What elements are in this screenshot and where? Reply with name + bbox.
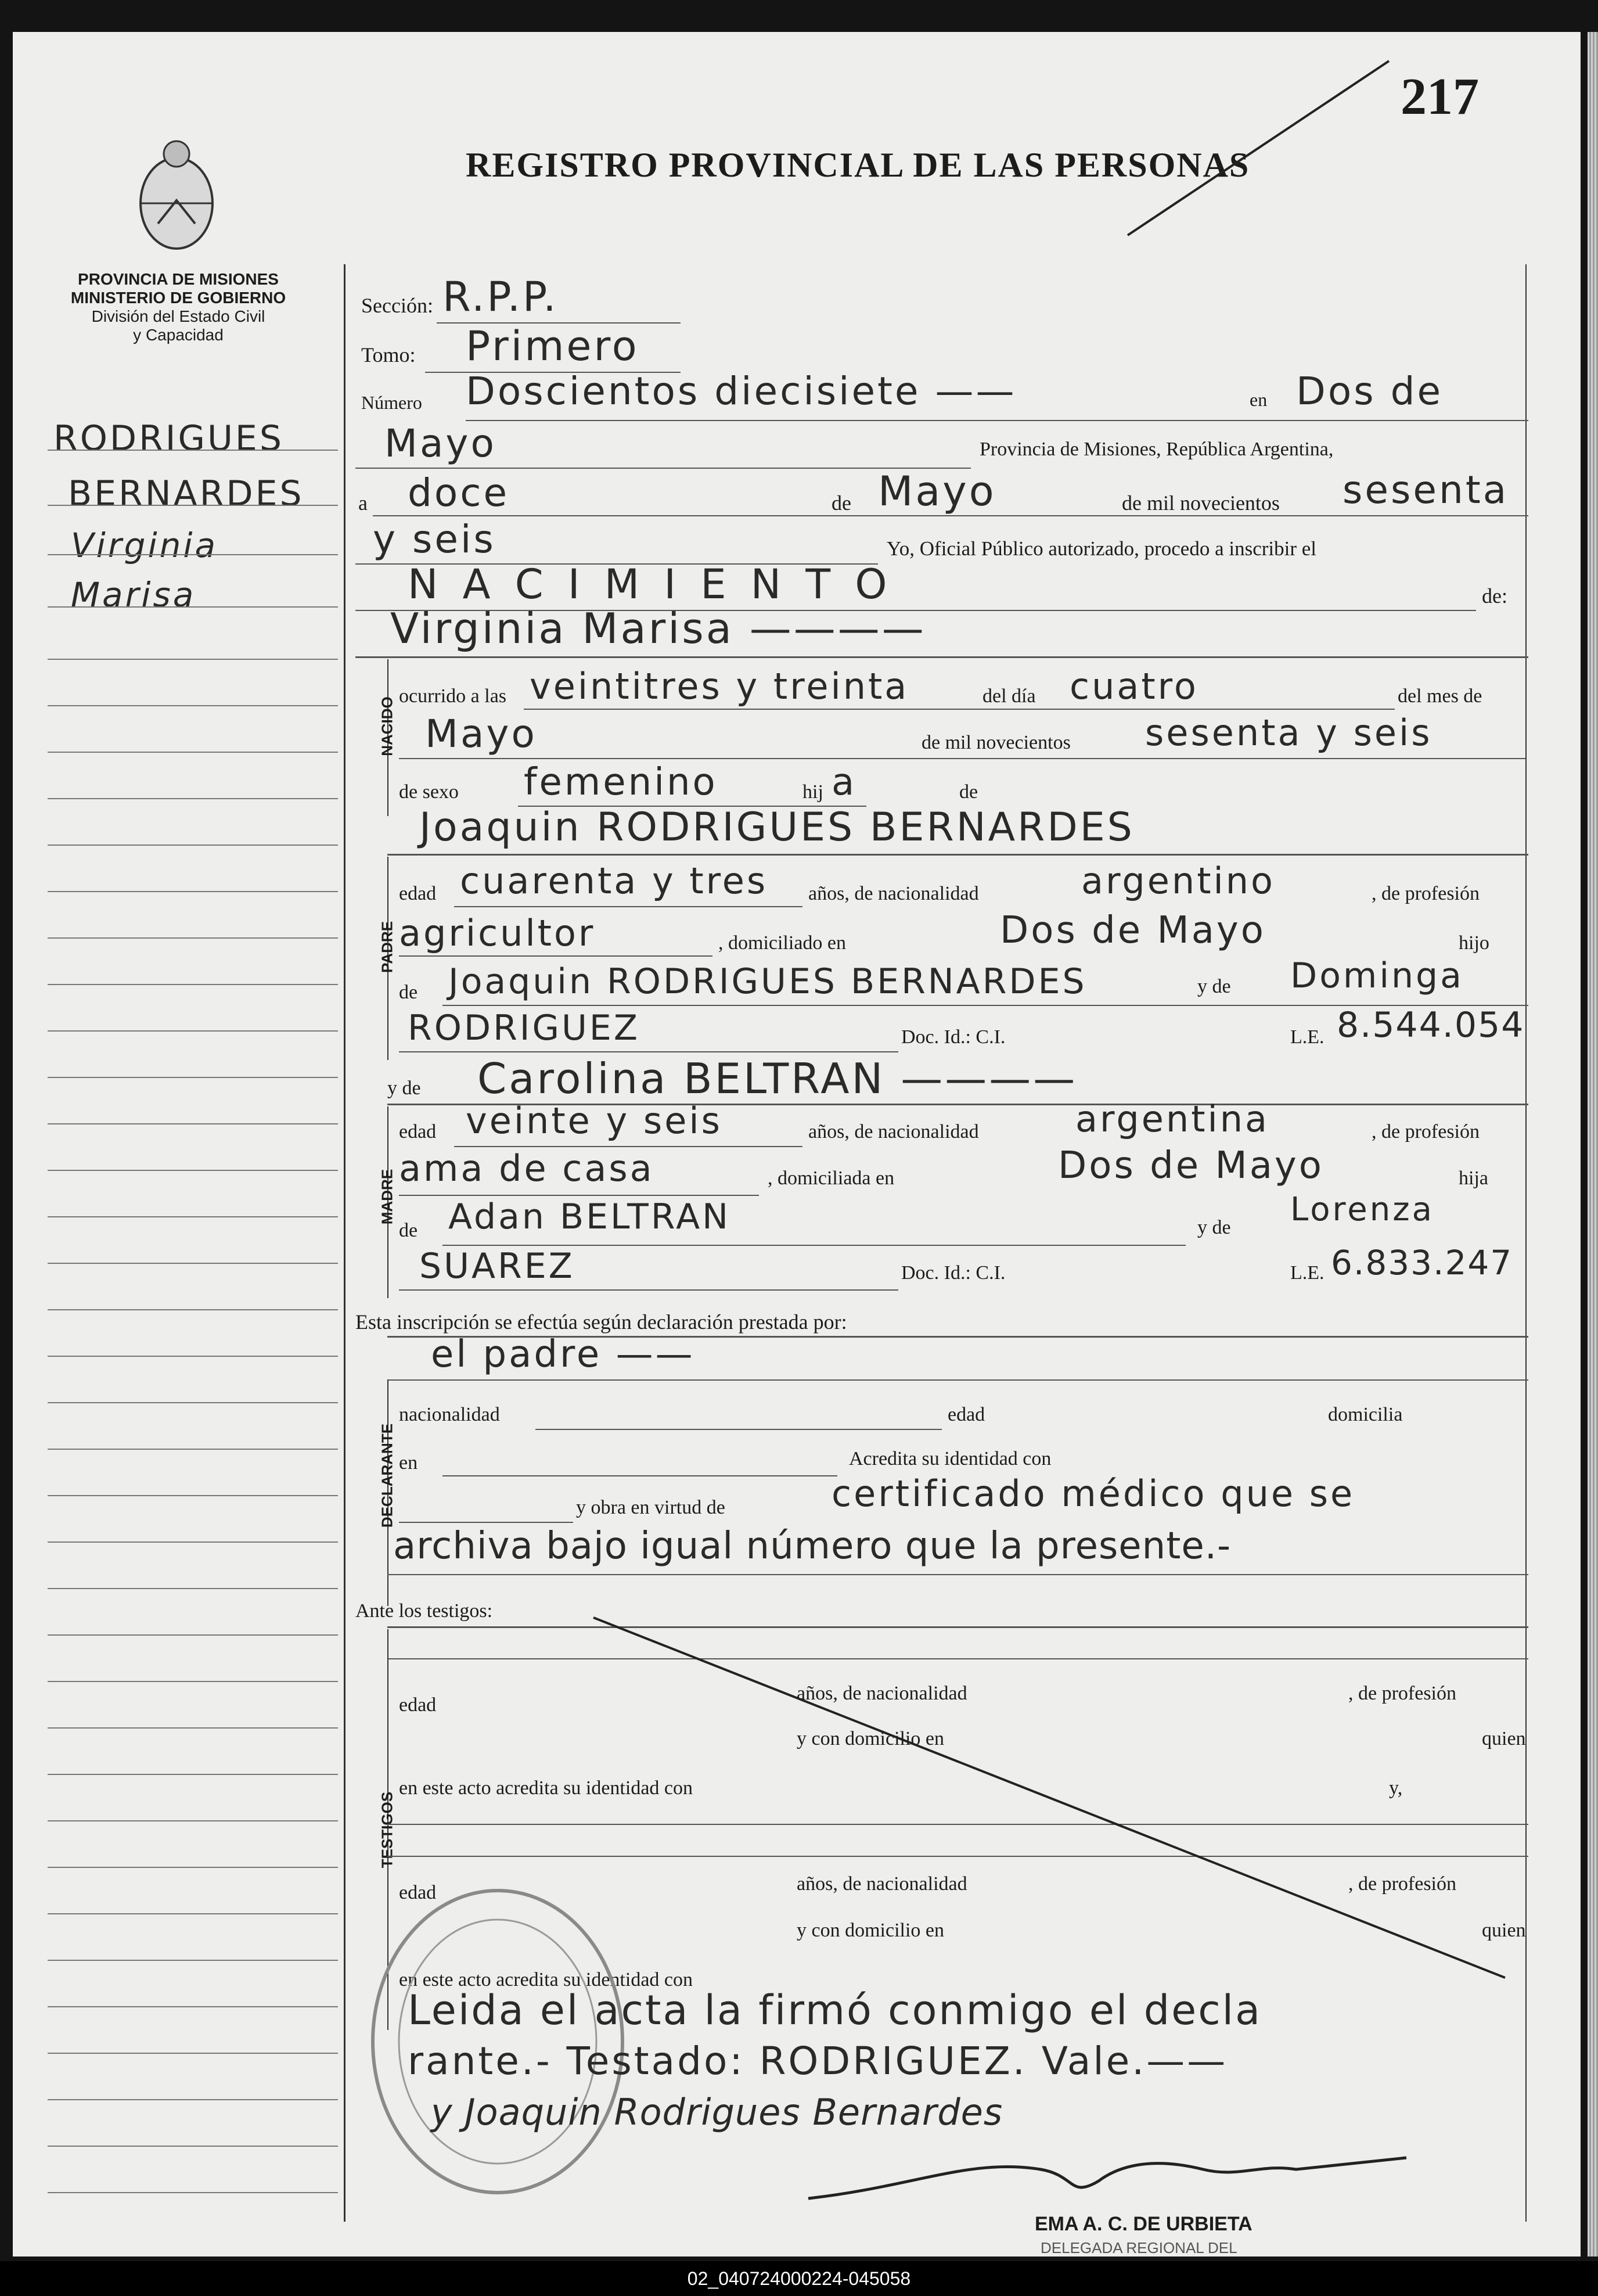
entry-declarante: el padre —— (431, 1333, 695, 1376)
rule (524, 709, 1395, 710)
label-tomo: Tomo: (361, 343, 416, 367)
label-y-de: y de (1197, 976, 1231, 997)
stamp-name: EMA A. C. DE URBIETA (1035, 2213, 1253, 2235)
label-de-mil2: de mil novecientos (922, 732, 1071, 753)
label-del-mes: del mes de (1398, 685, 1482, 707)
entry-padre-dom: Dos de Mayo (1000, 909, 1266, 952)
entry-madre-dom: Dos de Mayo (1058, 1144, 1324, 1187)
entry-obra2: archiva bajo igual número que la presente.- (393, 1525, 1232, 1568)
entry-padre-hijo-de: Joaquin RODRIGUES BERNARDES (448, 961, 1087, 1002)
entry-dia: doce (408, 470, 510, 515)
label-de2: de (959, 781, 978, 803)
rule (466, 420, 1528, 421)
rule (399, 758, 1525, 759)
label-nacionalidad: nacionalidad (399, 1404, 500, 1425)
label-de4: de (399, 1220, 418, 1241)
section-rule (387, 854, 1528, 856)
label-en-decl: en (399, 1452, 418, 1474)
label-anos-nac: años, de nacionalidad (808, 883, 979, 904)
label-de: de (832, 491, 851, 515)
annotation-stroke (1116, 38, 1418, 247)
coat-of-arms-emblem (135, 136, 219, 253)
rule (387, 1574, 1528, 1575)
label-de-colon: de: (1482, 584, 1507, 608)
label-inscripcion: Esta inscripción se efectúa según declaración prestada por: (355, 1310, 847, 1334)
header-left-line: MINISTERIO DE GOBIERNO (70, 289, 286, 307)
entry-madre-edad: veinte y seis (466, 1100, 722, 1142)
entry-lugar2: Mayo (384, 421, 496, 466)
label-ante: Ante los testigos: (355, 1600, 493, 1622)
entry-final1: Leida el acta la firmó conmigo el decla (408, 1986, 1262, 2034)
stamp-title: DELEGADA REGIONAL DEL (1041, 2239, 1237, 2257)
page-edge (1588, 32, 1598, 2257)
entry-padre-edad: cuarenta y tres (460, 860, 768, 902)
rule (454, 906, 802, 907)
entry-hora: veintitres y treinta (530, 665, 909, 707)
margin-given-2: Marisa (71, 575, 196, 615)
header-left (48, 270, 309, 344)
label-del-dia: del día (982, 685, 1036, 707)
label-obra: y obra en virtud de (576, 1497, 725, 1518)
entry-sexo: femenino (524, 761, 718, 804)
entry-dia-nac: cuatro (1070, 665, 1198, 707)
label-nacido: NACIDO (378, 696, 396, 756)
entry-numero: Doscientos diecisiete —— (466, 369, 1017, 414)
label-de-mil: de mil novecientos (1122, 491, 1280, 515)
label-domiciliada: , domiciliada en (768, 1167, 895, 1189)
label-testigos: TESTIGOS (378, 1791, 396, 1869)
label-anos-nac-madre: años, de nacionalidad (808, 1121, 979, 1142)
label-profesion-t2: , de profesión (1348, 1873, 1457, 1895)
entry-madre: Carolina BELTRAN ———— (477, 1054, 1078, 1103)
label-doc: Doc. Id.: C.I. (901, 1026, 1006, 1048)
entry-padre: Joaquin RODRIGUES BERNARDES (419, 804, 1135, 850)
entry-seccion: R.P.P. (442, 273, 559, 321)
entry-madre-le: 6.833.247 (1331, 1243, 1513, 1282)
entry-madre-y-de2: SUAREZ (419, 1246, 575, 1287)
entry-anio-nac: sesenta y seis (1145, 712, 1433, 754)
label-edad-decl: edad (948, 1404, 985, 1425)
label-padre: PADRE (378, 921, 396, 973)
label-y-de-madre: y de (387, 1077, 421, 1099)
strike-line (588, 1612, 1517, 1984)
label-sexo: de sexo (399, 781, 459, 803)
label-anos-nac-t2: años, de nacionalidad (797, 1873, 967, 1895)
rule (535, 1429, 942, 1430)
entry-padre-le: 8.544.054 (1337, 1005, 1525, 1045)
entry-acto: N A C I M I E N T O (408, 560, 893, 608)
label-con-domicilio-t1: y con domicilio en (797, 1728, 945, 1749)
label-ocurrido: ocurrido a las (399, 685, 507, 707)
label-le: L.E. (1290, 1026, 1325, 1048)
label-numero: Número (361, 392, 422, 413)
label-hijo: hijo (1459, 932, 1489, 954)
label-en: en (1250, 389, 1268, 410)
entry-mes-nac: Mayo (425, 712, 537, 756)
label-acto-t2: en este acto acredita su identidad con (399, 1969, 693, 1990)
label-oficial: Yo, Oficial Público autorizado, procedo a inscribir el (887, 537, 1317, 560)
rule (399, 1051, 898, 1052)
entry-final2: rante.- Testado: RODRIGUEZ. Vale.—— (408, 2039, 1228, 2083)
entry-lugar1: Dos de (1296, 369, 1444, 414)
entry-nombre: Virginia Marisa ———— (390, 604, 926, 653)
label-acredita: Acredita su identidad con (849, 1448, 1052, 1469)
entry-madre-prof: ama de casa (399, 1147, 654, 1190)
rule (373, 515, 1528, 516)
entry-padre-prof: agricultor (399, 912, 596, 954)
label-profesion-t1: , de profesión (1348, 1683, 1457, 1704)
label-anos-nac-t1: años, de nacionalidad (797, 1683, 967, 1704)
label-doc-madre: Doc. Id.: C.I. (901, 1262, 1006, 1284)
header-left-line: y Capacidad (133, 326, 224, 344)
rule (399, 1522, 573, 1523)
footer-id: 02_040724000224-045058 (0, 2261, 1598, 2296)
signature (797, 2135, 1435, 2216)
rule (399, 955, 712, 957)
margin-given-1: Virginia (71, 526, 218, 565)
entry-madre-hija-de: Adan BELTRAN (448, 1196, 731, 1237)
label-quien-t1: quien (1482, 1728, 1526, 1749)
header-left-line: PROVINCIA DE MISIONES (78, 270, 279, 288)
label-provincia: Provincia de Misiones, República Argentina, (980, 439, 1334, 460)
entry-padre-nac: argentino (1081, 860, 1275, 902)
label-edad: edad (399, 883, 437, 904)
margin-ruling (48, 450, 344, 2251)
label-seccion: Sección: (361, 294, 433, 317)
label-domicilia: domicilia (1328, 1404, 1403, 1425)
register-page (13, 32, 1581, 2257)
label-edad-t2: edad (399, 1882, 437, 1903)
entry-padre-y-de: Dominga (1290, 955, 1464, 996)
column-divider (344, 264, 345, 2222)
label-de3: de (399, 982, 418, 1003)
entry-hij: a (832, 761, 857, 804)
rule (442, 1475, 837, 1476)
entry-obra1: certificado médico que se (832, 1472, 1355, 1515)
entry-anio2: y seis (373, 517, 496, 562)
label-hija: hija (1459, 1167, 1488, 1189)
label-a: a (358, 491, 368, 515)
page-title: REGISTRO PROVINCIAL DE LAS PERSONAS (466, 146, 1250, 184)
margin-surname-2: BERNARDES (68, 473, 304, 514)
entry-madre-y-de: Lorenza (1290, 1191, 1434, 1228)
label-profesion: , de profesión (1372, 883, 1480, 904)
entry-anio1: sesenta (1343, 468, 1509, 512)
entry-mes: Mayo (878, 468, 996, 515)
margin-surname-1: RODRIGUES (53, 418, 284, 459)
rule (399, 1289, 898, 1291)
entry-tomo: Primero (466, 322, 639, 370)
section-rule (355, 656, 1528, 658)
entry-final3: y Joaquin Rodrigues Bernardes (431, 2091, 1003, 2133)
label-declarante: DECLARANTE (378, 1423, 396, 1528)
label-profesion-madre: , de profesión (1372, 1121, 1480, 1142)
label-acto-t1: en este acto acredita su identidad con (399, 1777, 693, 1799)
label-con-domicilio-t2: y con domicilio en (797, 1920, 945, 1941)
label-hij: hij (802, 781, 823, 803)
label-quien-t2: quien (1482, 1920, 1526, 1941)
label-edad-madre: edad (399, 1121, 437, 1142)
label-y-de2: y de (1197, 1217, 1231, 1238)
label-domiciliado: , domiciliado en (718, 932, 847, 954)
label-y-t1: y, (1389, 1777, 1403, 1799)
entry-padre-y-de2: RODRIGUEZ (408, 1008, 640, 1048)
entry-madre-nac: argentina (1075, 1098, 1270, 1140)
label-madre: MADRE (378, 1169, 396, 1225)
page-number: 217 (1401, 68, 1479, 125)
label-edad-t1: edad (399, 1694, 437, 1716)
rule (399, 1195, 759, 1196)
header-left-line: División del Estado Civil (91, 307, 265, 325)
label-le-madre: L.E. (1290, 1262, 1325, 1284)
rule (387, 1379, 1528, 1381)
